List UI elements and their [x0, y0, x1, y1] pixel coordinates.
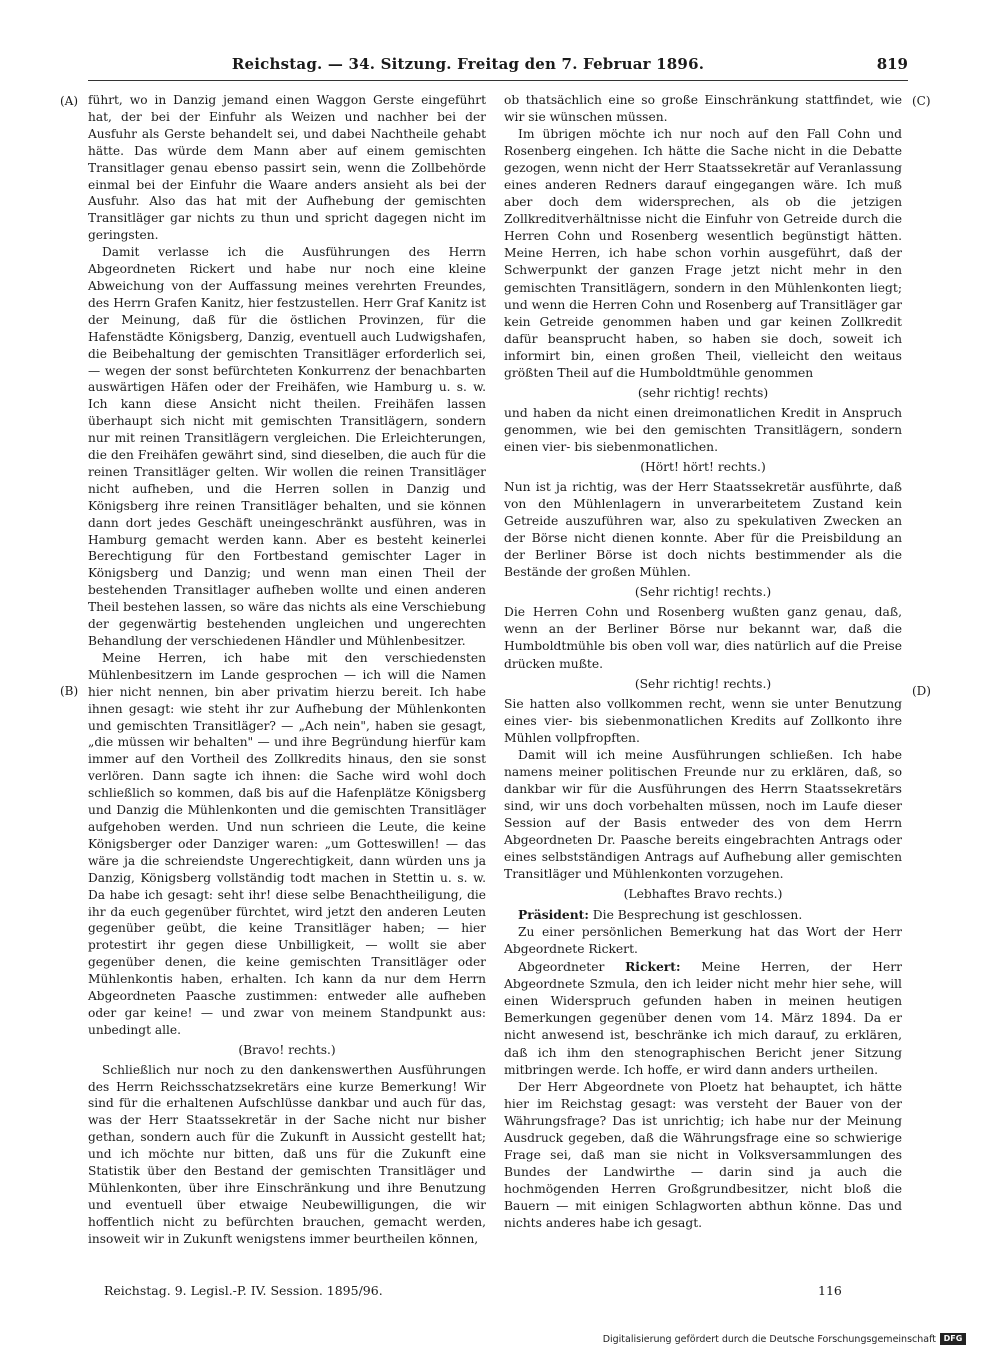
header-title: Reichstag. — 34. Sitzung. Freitag den 7. Februar 1896. [231, 55, 705, 73]
applause-note [88, 1042, 486, 1059]
paragraph [88, 92, 486, 244]
applause-note [504, 676, 902, 693]
speaker-name: Rickert: [625, 959, 681, 975]
paragraph [504, 479, 902, 581]
applause-note [504, 886, 902, 903]
page-header [88, 52, 908, 76]
paragraph-text: Damit will ich meine Ausführungen schließen. Ich habe namens meiner politischen Freunde nur zu erklären, daß, so dankbar wir für die Ausführungen des Herrn Staatssekretärs sind, wir uns doch vorbehalten müssen, noch im Laufe dieser Session auf der Basis entweder des von dem Herrn Abgeordneten Dr. Paasche bereits eingebrachten Antrags oder eines selbstständigen Antrags auf Aufhebung aller gemischten Transitläger und Mühlenkonten vorzugehen. [504, 747, 902, 882]
digitization-credit [603, 1333, 966, 1345]
paragraph-text: (Sehr richtig! rechts.) [634, 585, 772, 600]
margin-marker-a: (A) [60, 94, 79, 108]
paragraph-text: führt, wo in Danzig jemand einen Waggon Gerste eingeführt hat, der bei der Einfuhr als Weizen und nachher bei der Ausfuhr als Gerste behandelt sei, und dabei Nachtheile gehabt hätte. Das würde dem Mann aber auf einem gemischten Transitlager genau ebenso passirt sein, wenn die Zollbehörde einmal bei der Einfuhr die Waare anders ansieht als bei der Ausfuhr. Also das hat mit der Aufhebung der gemischten Transitläger gar nichts zu thun und spricht dagegen nicht im geringsten. [88, 93, 486, 243]
paragraph-text: Der Herr Abgeordnete von Ploetz hat behauptet, ich hätte hier im Reichstag gesagt: was versteht der Bauer von der Währungsfrage? Das ist unrichtig; ich habe nur der Meinung Ausdruck gegeben, daß die Währungsfrage eine so schwierige Frage sei, daß man sie nicht in Volksversammlungen des Bundes der Landwirthe — darin sind ja auch die hochmögenden Herren Großgrundbesitzer, nicht bloß die Bauern — mit einigen Schlagworten abthun könne. Das und nichts anderes habe ich gesagt. [504, 1079, 902, 1230]
footer-publication: Reichstag. 9. Legisl.-P. IV. Session. 1895/96. [104, 1283, 383, 1298]
speaker-title: Abgeordneter [518, 960, 626, 975]
paragraph [504, 405, 902, 456]
right-text-column [504, 92, 902, 1232]
margin-marker-d: (D) [912, 684, 931, 698]
paragraph-text: (Lebhaftes Bravo rechts.) [623, 887, 783, 902]
paragraph-text: (Sehr richtig! rechts.) [634, 676, 772, 691]
paragraph-text: ob thatsächlich eine so große Einschränkung stattfindet, wie wir sie wünschen müssen. [504, 93, 902, 125]
paragraph-text: Damit verlasse ich die Ausführungen des Herrn Abgeordneten Rickert und habe nur noch eine kleine Abweichung von der Auffassung meines verehrten Freundes, des Herrn Grafen Kanitz, hier festzustellen. Herr Graf Kanitz ist der Meinung, daß für die östlichen Provinzen, für die Hafenstädte Königsberg, Danzig, eventuell auch Ludwigshafen, die Beibehaltung der gemischten Transitläger erforderlich sei, — wegen der sonst befürchteten Konkurrenz der benachbarten auswärtigen Häfen oder der Freihäfen, wie Hamburg u. s. w. Ich kann diese Ansicht nicht theilen. Freihäfen lassen überhaupt sich nicht mit gemischten Transitlägern, sondern nur mit reinen Transitlägern vergleichen. Die Erleichterungen, die den Freihäfen gewährt sind, sind dieselben, die auch für die reinen Transitläger gelten. Wir wollen die reinen Transitläger nicht aufheben, und die Herren sollen in Danzig und Königsberg ihre reinen Transitläger behalten, und sie können dann dort jedes Geschäft uneingeschränkt ausführen, was in Hamburg gemacht werden kann. Aber es besteht keinerlei Berechtigung für den Fortbestand gemischter Lager in Königsberg und Danzig; und wenn man einen Theil der bestehenden Transitlager aufheben wollte und einen anderen Theil bestehen lassen, so wäre das nichts als eine Verschiebung der gegenwärtig bestehenden ungleichen und ungerechten Behandlung der verschiedenen Händler und Mühlenbesitzer. [88, 245, 486, 648]
margin-marker-b: (B) [60, 684, 79, 698]
paragraph-text: Meine Herren, ich habe mit den verschiedensten Mühlenbesitzern im Lande gesprochen — ich will die Namen hier nicht nennen, bin aber privatim hierzu bereit. Ich habe ihnen gesagt: wie steht ihr zur Aufhebung der Mühlenkonten und gemischten Transitläger? — „Ach nein", haben sie gesagt, „die müssen wir behalten" — und ihre Begründung hierfür kam immer auf den Vortheil des Zollkredits hinaus, den sie sonst verlören. Dann sagte ich ihnen: die Sache wird wohl doch schließlich so kommen, daß bis auf die Hafenplätze Königsberg und Danzig die Mühlenkonten und die gemischten Transitläger aufgehoben werden. Und nun schrieen die Leute, die keine Königsberger oder Danziger waren: „um Gotteswillen! — das wäre ja die schreiendste Ungerechtigkeit, dann würden uns ja Danzig, Königsberg vollständig todt machen in Stettin u. s. w. Da habe ich gesagt: seht ihr! diese selbe Benachtheiligung, die ihr da euch gegenüber fürchtet, wird jetzt den anderen Leuten gegenüber geübt, die keine Transitläger haben; — hier protestirt ihr gegen diese Unbilligkeit, — wollt sie aber gegenüber denen, die keine gemischten Transitläger oder Mühlenkontis haben, erhalten. Ich kann da nur dem Herrn Abgeordneten Paasche zustimmen: entweder alle aufheben oder gar keine! — und zwar von meinem Standpunkt aus: unbedingt alle. [88, 650, 486, 1037]
paragraph-text: (Hört! hört! rechts.) [640, 459, 766, 474]
paragraph-text: Zu einer persönlichen Bemerkung hat das Wort der Herr Abgeordnete Rickert. [504, 925, 902, 957]
paragraph [88, 244, 486, 650]
paragraph-text: (sehr richtig! rechts) [637, 385, 769, 400]
paragraph-text: Nun ist ja richtig, was der Herr Staatssekretär ausführte, daß von den Mühlenlagern in unverarbeitetem Zustand kein Getreide auszuführen war, also zu spekulativen Zwecken an der Börse nicht dienen konnte. Aber für die Preisbildung an der Berliner Börse ist doch nichts bestimmender als die Bestände der großen Mühlen. [504, 480, 902, 580]
page-number: 819 [876, 55, 908, 73]
paragraph-text: und haben da nicht einen dreimonatlichen Kredit in Anspruch genommen, wie bei den gemischten Transitlägern, sondern einen vier- bis siebenmonatlichen. [504, 405, 902, 454]
paragraph [504, 747, 902, 883]
paragraph-text: Die Herren Cohn und Rosenberg wußten ganz genau, daß, wenn an der Berliner Börse nur bekannt war, daß die Humboldtmühle bis oben voll war, dies natürlich auf die Preise drücken mußte. [504, 605, 902, 671]
paragraph [504, 604, 902, 672]
paragraph [504, 92, 902, 126]
applause-note [504, 459, 902, 476]
header-rule [88, 80, 908, 81]
paragraph-text: (Bravo! rechts.) [238, 1042, 336, 1057]
speaker-name: Präsident: [518, 907, 589, 923]
paragraph [504, 924, 902, 958]
paragraph [504, 1079, 902, 1232]
dfg-logo-icon: DFG [940, 1333, 966, 1345]
paragraph [504, 906, 902, 924]
paragraph-text: Die Besprechung ist geschlossen. [588, 908, 803, 923]
paragraph-text: Meine Herren, der Herr Abgeordnete Szmula, den ich leider nicht mehr hier sehe, will einen Widerspruch gefunden haben in meinen heutigen Bemerkungen gegenüber denen vom 14. März 1894. Da er nicht anwesend ist, beschränke ich mich darauf, zu erklären, daß ich ihm den stenographischen Bericht jener Sitzung mitbringen werde. Ich hoffe, er wird dann anders urtheilen. [504, 960, 902, 1077]
paragraph [88, 1062, 486, 1248]
margin-marker-c: (C) [912, 94, 931, 108]
paragraph [504, 958, 902, 1078]
paragraph [504, 126, 902, 382]
paragraph [88, 650, 486, 1039]
applause-note [504, 584, 902, 601]
applause-note [504, 385, 902, 402]
paragraph-text: Schließlich nur noch zu den dankenswerthen Ausführungen des Herrn Reichsschatzsekretärs eine kurze Bemerkung! Wir sind für die erhaltenen Aufschlüsse dankbar und auch für das, was der Herr Staatssekretär in der Sache nicht nur bisher gethan, sondern auch für die Zukunft in Aussicht gestellt hat; und ich möchte nur bitten, daß uns für die Zukunft eine Statistik über den Bestand der gemischten Transitläger und Mühlenkonten, über ihre Einschränkung und ihre Benutzung und eventuell über etwaige Neubewilligungen, die wir hoffentlich nicht zu befürchten brauchen, gemacht werden, insoweit wir in Zukunft wenigstens immer beurtheilen können, [88, 1062, 486, 1246]
paragraph-text: Im übrigen möchte ich nur noch auf den Fall Cohn und Rosenberg eingehen. Ich hätte die Sache nicht in die Debatte gezogen, wenn nicht der Herr Staatssekretär auf Veranlassung eines anderen Redners darauf eingegangen wäre. Ich muß aber doch dem widersprechen, als ob die jetzigen Zollkreditverhältnisse nicht die Einfuhr von Getreide durch die Herren Cohn und Rosenberg wesentlich begünstigt hätten. Meine Herren, ich habe schon vorhin ausgeführt, daß der Schwerpunkt der ganzen Frage jetzt nicht mehr in den gemischten Transitlägern, sondern in den Mühlenkonten liegt; und wenn die Herren Cohn und Rosenberg auf Transitläger gar kein Getreide genommen haben und gar keinen Zollkredit dafür beansprucht haben, so haben sie doch, soweit ich informirt bin, einen großen Theil, vielleicht den weitaus größten Theil auf die Humboldtmühle genommen [504, 127, 902, 380]
paragraph-text: Sie hatten also vollkommen recht, wenn sie unter Benutzung eines vier- bis siebenmonatlichen Kredits auf Zollkonto ihre Mühlen vollpfropften. [504, 696, 902, 745]
left-text-column [88, 92, 486, 1248]
footer-sheet-number: 116 [818, 1283, 842, 1298]
paragraph [504, 696, 902, 747]
credit-text: Digitalisierung gefördert durch die Deutsche Forschungsgemeinschaft [602, 1333, 936, 1345]
